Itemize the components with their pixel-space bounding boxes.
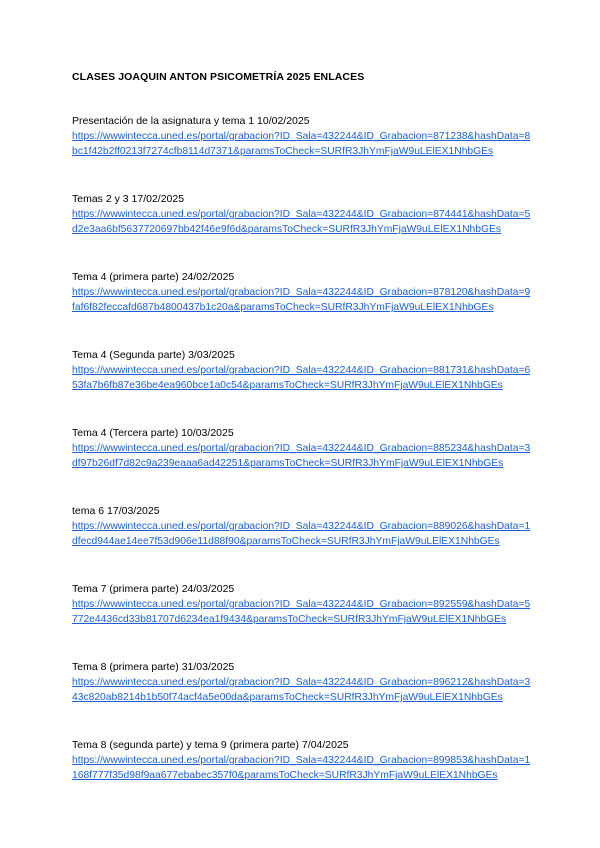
- recording-link[interactable]: https://wwwintecca.uned.es/portal/grabacion?ID_Sala=432244&ID_Grabacion=892559&hashData=5772e4436cd33b81707d6234ea1f9434&paramsToCheck=SURfR3JhYmFjaW9uLElEX1NhbGEs: [72, 599, 531, 625]
- recording-link[interactable]: https://wwwintecca.uned.es/portal/grabacion?ID_Sala=432244&ID_Grabacion=878120&hashData=9faf6f82feccafd687b4800437b1c20a&paramsToCheck=SURfR3JhYmFjaW9uLElEX1NhbGEs: [72, 287, 531, 313]
- entry-title: Presentación de la asignatura y tema 1 10/02/2025: [72, 115, 310, 127]
- recordings-list: [72, 114, 532, 816]
- list-item: [72, 426, 532, 496]
- recording-link[interactable]: https://wwwintecca.uned.es/portal/grabacion?ID_Sala=432244&ID_Grabacion=896212&hashData=343c820ab8214b1b50f74acf4a5e00da&paramsToCheck=SURfR3JhYmFjaW9uLElEX1NhbGEs: [72, 677, 531, 703]
- entry-title: Temas 2 y 3 17/02/2025: [72, 193, 185, 205]
- list-item: [72, 192, 532, 262]
- entry-title: tema 6 17/03/2025: [72, 505, 160, 517]
- entry-title: Tema 8 (primera parte) 31/03/2025: [72, 661, 235, 673]
- recording-link[interactable]: https://wwwintecca.uned.es/portal/grabacion?ID_Sala=432244&ID_Grabacion=885234&hashData=3df97b26df7d82c9a239eaaa6ad42251&paramsToCheck=SURfR3JhYmFjaW9uLElEX1NhbGEs: [72, 443, 531, 469]
- list-item: [72, 270, 532, 340]
- recording-link[interactable]: https://wwwintecca.uned.es/portal/grabacion?ID_Sala=432244&ID_Grabacion=899853&hashData=1168f777f35d98f9aa677ebabec357f0&paramsToCheck=SURfR3JhYmFjaW9uLElEX1NhbGEs: [72, 755, 531, 781]
- entry-title: Tema 4 (primera parte) 24/02/2025: [72, 271, 235, 283]
- document-title: CLASES JOAQUIN ANTON PSICOMETRÍA 2025 ENLACES: [72, 71, 365, 83]
- list-item: [72, 738, 532, 808]
- list-item: [72, 582, 532, 652]
- list-item: [72, 348, 532, 418]
- entry-title: Tema 4 (Segunda parte) 3/03/2025: [72, 349, 235, 361]
- recording-link[interactable]: https://wwwintecca.uned.es/portal/grabacion?ID_Sala=432244&ID_Grabacion=871238&hashData=8bc1f42b2ff0213f7274cfb8114d7371&paramsToCheck=SURfR3JhYmFjaW9uLElEX1NhbGEs: [72, 131, 531, 157]
- entry-title: Tema 7 (primera parte) 24/03/2025: [72, 583, 235, 595]
- entry-title: Tema 4 (Tercera parte) 10/03/2025: [72, 427, 234, 439]
- list-item: [72, 504, 532, 574]
- entry-title: Tema 8 (segunda parte) y tema 9 (primera parte) 7/04/2025: [72, 739, 349, 751]
- recording-link[interactable]: https://wwwintecca.uned.es/portal/grabacion?ID_Sala=432244&ID_Grabacion=889026&hashData=1dfecd944ae14ee7f53d906e11d88f90&paramsToCheck=SURfR3JhYmFjaW9uLElEX1NhbGEs: [72, 521, 531, 547]
- recording-link[interactable]: https://wwwintecca.uned.es/portal/grabacion?ID_Sala=432244&ID_Grabacion=881731&hashData=653fa7b6fb87e36be4ea960bce1a0c54&paramsToCheck=SURfR3JhYmFjaW9uLElEX1NhbGEs: [72, 365, 531, 391]
- recording-link[interactable]: https://wwwintecca.uned.es/portal/grabacion?ID_Sala=432244&ID_Grabacion=874441&hashData=5d2e3aa6bf5637720697bb42f46e9f6d&paramsToCheck=SURfR3JhYmFjaW9uLElEX1NhbGEs: [72, 209, 531, 235]
- list-item: [72, 114, 532, 184]
- list-item: [72, 660, 532, 730]
